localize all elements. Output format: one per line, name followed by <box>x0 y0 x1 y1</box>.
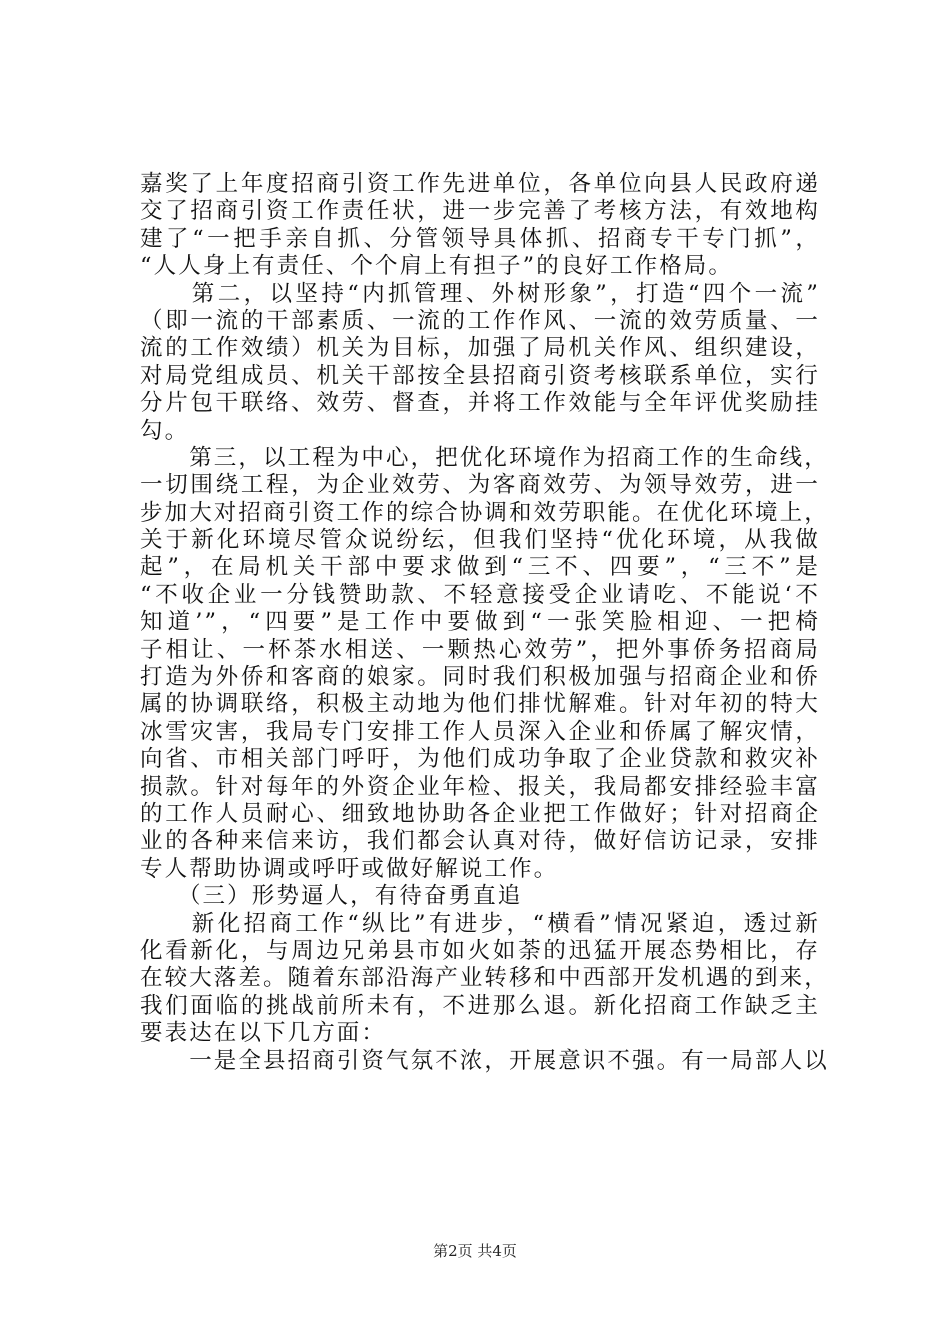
text-line: 关于新化环境尽管众说纷纭，但我们坚持“优化环境，从我做 <box>140 527 820 554</box>
text-line: 对局党组成员、机关干部按全县招商引资考核联系单位，实行 <box>140 362 820 389</box>
text-line: 分片包干联络、效劳、督查，并将工作效能与全年评优奖励挂 <box>140 390 820 417</box>
text-line: 嘉奖了上年度招商引资工作先进单位，各单位向县人民政府递 <box>140 171 820 197</box>
text-line: 向省、市相关部门呼吁，为他们成功争取了企业贷款和救灾补 <box>140 746 820 773</box>
text-line: 打造为外侨和客商的娘家。同时我们积极加强与招商企业和侨 <box>140 664 820 691</box>
text-line: 步加大对招商引资工作的综合协调和效劳职能。在优化环境上， <box>140 499 829 526</box>
text-line: 交了招商引资工作责任状，进一步完善了考核方法，有效地构 <box>140 198 820 225</box>
text-line: 第二，以坚持“内抓管理、外树形象”，打造“四个一流” <box>140 280 820 307</box>
text-line: 要表达在以下几方面： <box>140 1020 387 1047</box>
text-line: 一是全县招商引资气氛不浓，开展意识不强。有一局部人以 <box>140 1047 829 1074</box>
text-line: 知道’”，“四要”是工作中要做到“一张笑脸相迎、一把椅 <box>140 609 820 636</box>
text-line: 建了“一把手亲自抓、分管领导具体抓、招商专干专门抓”， <box>140 225 820 252</box>
text-line: 第三，以工程为中心，把优化环境作为招商工作的生命线， <box>140 444 829 471</box>
text-line: 勾。 <box>140 417 190 444</box>
text-line: （三）形势逼人，有待奋勇直追 <box>140 883 523 910</box>
text-line: “人人身上有责任、个个肩上有担子”的良好工作格局。 <box>140 253 734 280</box>
text-line: 属的协调联络，积极主动地为他们排忧解难。针对年初的特大 <box>140 691 820 718</box>
text-line: 损款。针对每年的外资企业年检、报关，我局都安排经验丰富 <box>140 773 820 800</box>
text-line: 一切围绕工程，为企业效劳、为客商效劳、为领导效劳，进一 <box>140 472 820 499</box>
text-line: 化看新化，与周边兄弟县市如火如荼的迅猛开展态势相比，存 <box>140 937 820 964</box>
text-line: 我们面临的挑战前所未有，不进那么退。新化招商工作缺乏主 <box>140 992 820 1019</box>
document-body <box>140 171 829 1075</box>
text-line: 子相让、一杯茶水相送、一颗热心效劳”，把外事侨务招商局 <box>140 636 820 663</box>
text-line: 业的各种来信来访，我们都会认真对待，做好信访记录，安排 <box>140 828 820 855</box>
text-line: “不收企业一分钱赞助款、不轻意接受企业请吃、不能说‘不 <box>140 581 820 608</box>
text-line: 在较大落差。随着东部沿海产业转移和中西部开发机遇的到来， <box>140 965 829 992</box>
text-line: 的工作人员耐心、细致地协助各企业把工作做好；针对招商企 <box>140 800 820 827</box>
text-line: 新化招商工作“纵比”有进步，“横看”情况紧迫，透过新 <box>140 910 820 937</box>
text-line: （即一流的干部素质、一流的工作作风、一流的效劳质量、一 <box>140 307 820 334</box>
text-line: 冰雪灾害，我局专门安排工作人员深入企业和侨属了解灾情， <box>140 718 820 745</box>
text-line: 专人帮助协调或呼吁或做好解说工作。 <box>140 855 559 882</box>
page-footer: 第2页 共4页 <box>433 1242 517 1260</box>
text-line: 起”，在局机关干部中要求做到“三不、四要”，“三不”是 <box>140 554 820 581</box>
text-line: 流的工作效绩）机关为目标，加强了局机关作风、组织建设， <box>140 335 820 362</box>
